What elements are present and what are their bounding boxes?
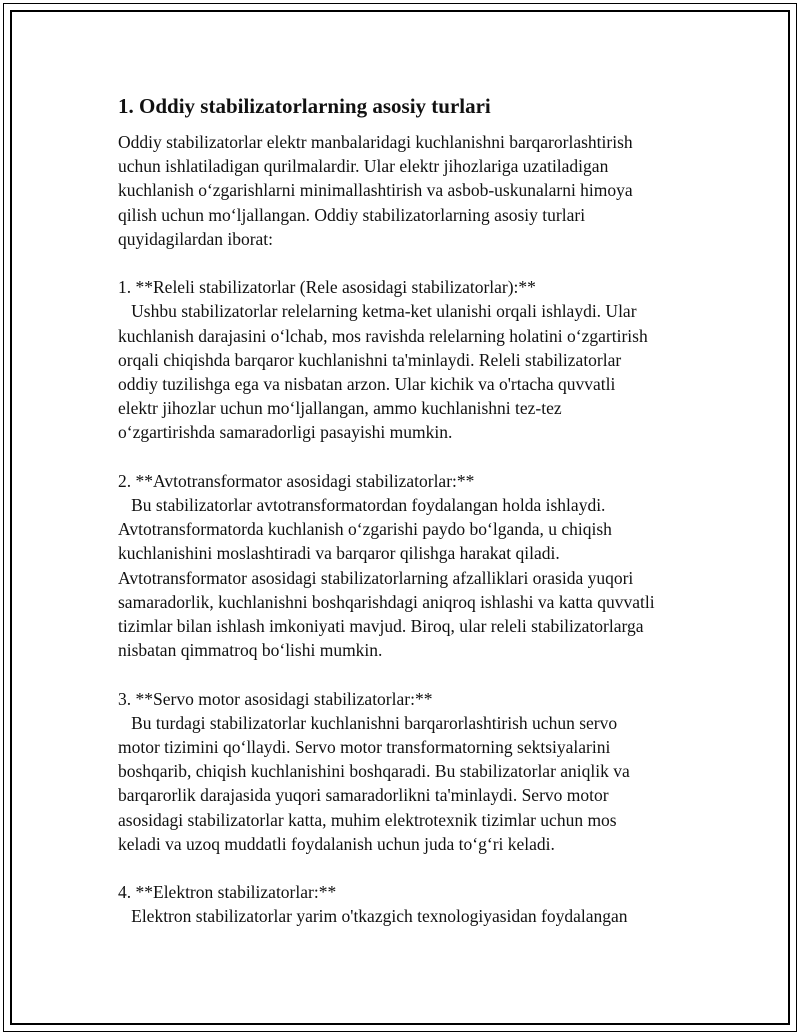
list-item-releli xyxy=(118,275,718,444)
text-line: kuchlanishini moslashtiradi va barqaror qilishga harakat qiladi. xyxy=(118,543,560,564)
text-line: qilish uchun mo‘ljallangan. Oddiy stabilizatorlarning asosiy turlari xyxy=(118,204,586,225)
list-item-avtotransformator xyxy=(118,469,718,663)
list-item-heading: 3. **Servo motor asosidagi stabilizatorlar:** xyxy=(118,688,433,709)
list-item-servo-motor xyxy=(118,687,718,856)
text-line: motor tizimini qo‘llaydi. Servo motor transformatorning sektsiyalarini xyxy=(118,737,611,758)
text-line: Ushbu stabilizatorlar relelarning ketma-ket ulanishi orqali ishlaydi. Ular xyxy=(118,301,637,322)
text-line: o‘zgartirishda samaradorligi pasayishi mumkin. xyxy=(118,422,453,443)
list-item-heading: 2. **Avtotransformator asosidagi stabilizatorlar:** xyxy=(118,470,475,491)
paragraph-gap xyxy=(118,856,718,880)
text-line: Oddiy stabilizatorlar elektr manbalaridagi kuchlanishni barqarorlashtirish xyxy=(118,132,633,152)
paragraph-gap xyxy=(118,445,718,469)
text-line: kuchlanish o‘zgarishlarni minimallashtirish va asbob-uskunalarni himoya xyxy=(118,180,633,201)
text-line: Bu stabilizatorlar avtotransformatordan foydalangan holda ishlaydi. xyxy=(118,495,606,516)
text-line: nisbatan qimmatroq bo‘lishi mumkin. xyxy=(118,640,383,661)
document-body xyxy=(118,92,718,929)
intro-paragraph xyxy=(118,130,718,251)
text-line: barqarorlik darajasida yuqori samaradorlikni ta'minlaydi. Servo motor xyxy=(118,785,609,806)
text-line: oddiy tuzilishga ega va nisbatan arzon. Ular kichik va o'rtacha quvvatli xyxy=(118,374,616,395)
text-line: boshqarib, chiqish kuchlanishini boshqaradi. Bu stabilizatorlar aniqlik va xyxy=(118,761,630,782)
text-line: orqali chiqishda barqaror kuchlanishni ta'minlaydi. Releli stabilizatorlar xyxy=(118,349,622,370)
text-line: Bu turdagi stabilizatorlar kuchlanishni barqarorlashtirish uchun servo xyxy=(118,712,618,733)
text-line: samaradorlik, kuchlanishni boshqarishdagi aniqroq ishlashi va katta quvvatli xyxy=(118,591,655,612)
text-line: asosidagi stabilizatorlar katta, muhim elektrotexnik tizimlar uchun mos xyxy=(118,809,617,830)
text-line: Elektron stabilizatorlar yarim o'tkazgich texnologiyasidan foydalangan xyxy=(118,906,628,927)
text-line: Avtotransformator asosidagi stabilizatorlarning afzalliklari orasida yuqori xyxy=(118,567,634,588)
text-line: elektr jihozlar uchun mo‘ljallangan, ammo kuchlanishni tez-tez xyxy=(118,398,562,419)
section-title: 1. Oddiy stabilizatorlarning asosiy turlari xyxy=(118,94,491,118)
text-line: Avtotransformatorda kuchlanish o‘zgarishi paydo bo‘lganda, u chiqish xyxy=(118,519,612,540)
text-line: tizimlar bilan ishlash imkoniyati mavjud. Biroq, ular releli stabilizatorlarga xyxy=(118,616,644,637)
text-line: keladi va uzoq muddatli foydalanish uchun juda to‘g‘ri keladi. xyxy=(118,833,555,854)
list-item-heading: 4. **Elektron stabilizatorlar:** xyxy=(118,882,337,903)
list-item-elektron xyxy=(118,880,718,928)
list-item-heading: 1. **Releli stabilizatorlar (Rele asosidagi stabilizatorlar):** xyxy=(118,277,536,298)
text-line: kuchlanish darajasini o‘lchab, mos ravishda relelarning holatini o‘zgartirish xyxy=(118,325,648,346)
paragraph-gap xyxy=(118,251,718,275)
text-line: uchun ishlatiladigan qurilmalardir. Ular elektr jihozlariga uzatiladigan xyxy=(118,156,609,177)
text-line: quyidagilardan iborat: xyxy=(118,228,274,249)
paragraph-gap xyxy=(118,662,718,686)
